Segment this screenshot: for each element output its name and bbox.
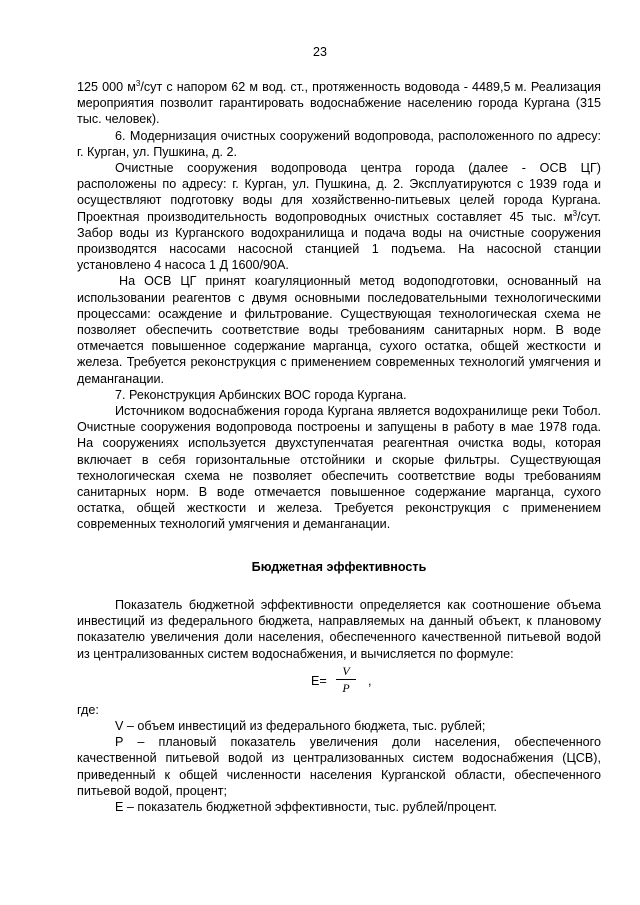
document-body <box>77 79 601 815</box>
capacity-text: 125 000 м <box>77 80 136 94</box>
formula-denominator: P <box>342 680 350 695</box>
paragraph-capacity <box>77 79 601 128</box>
osv-cg-text: Очистные сооружения водопровода центра города (далее - ОСВ ЦГ) расположены по адресу: г. Курган, ул. Пушкина, д. 2. Эксплуатируются с 1939 года и осуществляют подготовку воды для хозяйственно-питьевых целей города Кургана. Проектная производительность водопроводных очистных составляет 45 тыс. м <box>77 161 601 224</box>
section-heading: Бюджетная эффективность <box>251 559 427 574</box>
definition-v: V – объем инвестиций из федерального бюджета, тыс. рублей; <box>115 718 486 733</box>
paragraph-item-6: 6. Модернизация очистных сооружений водопровода, расположенного по адресу: г. Курган, ул. Пушкина, д. 2. <box>77 128 601 159</box>
paragraph-item-7: 7. Реконструкция Арбинских ВОС города Кургана. <box>115 387 407 402</box>
formula-comma: , <box>368 673 372 688</box>
paragraph-arbinsk: Источником водоснабжения города Кургана является водохранилище реки Тобол. Очистные сооружения водопровода построены и запущены в работу в мае 1978 года. На сооружениях используется двухступенчатая реагентная очистка воды, которая включает в себя горизонтальные отстойники и скорые фильтры. Существующая технологическая схема не позволяет обеспечить соответствие воды требованиям санитарных норм. В воде отмечается повышенное содержание марганца, сухого остатка, общей жесткости и железа. Требуется реконструкция с применением современных технологий умягчения и деманганации. <box>77 404 601 532</box>
formula-fraction <box>336 664 356 695</box>
superscript-3-b: 3 <box>572 208 578 218</box>
superscript-3: 3 <box>135 79 141 88</box>
osv-cg-text-cont: /сут. Забор воды из Курганского водохранилища и подача воды на очистные сооружения производятся насосами насосной станцией 1 подъема. На насосной станции установлено 4 насоса 1 Д 1600/90А. <box>77 209 601 273</box>
page-number: 23 <box>313 45 327 59</box>
where-label: где: <box>77 702 99 717</box>
formula <box>77 664 601 698</box>
paragraph-osv-cg <box>77 160 601 273</box>
paragraph-coagulation: На ОСВ ЦГ принят коагуляционный метод водоподготовки, основанный на использовании реагентов с двумя основными последовательными технологическими процессами: осаждение и фильтрование. Существующая технологическая схема не позволяет обеспечить соответствие воды требованиям санитарных норм. В воде отмечается повышенное содержание марганца, сухого остатка, общей жесткости и железа. Требуется реконструкция с применением современных технологий умягчения и деманганации. <box>77 274 601 386</box>
paragraph-efficiency: Показатель бюджетной эффективности определяется как соотношение объема инвестиций из федерального бюджета, направляемых на данный объект, к плановому показателю увеличения доли населения, обеспеченного качественной питьевой водой из централизованных систем водоснабжения, и вычисляется по формуле: <box>77 597 601 661</box>
fraction-bar <box>336 679 356 680</box>
formula-numerator: V <box>342 663 350 678</box>
definition-p: P – плановый показатель увеличения доли населения, обеспеченного качественной питьевой водой из централизованных систем водоснабжения (ЦСВ), приведенный к общей численности населения Курганской области, обеспеченного питьевой водой, процент; <box>77 735 601 798</box>
definition-e: E – показатель бюджетной эффективности, тыс. рублей/процент. <box>115 799 498 814</box>
capacity-text-cont: /сут с напором 62 м вод. ст., протяженность водовода - 4489,5 м. Реализация мероприятия позволит гарантировать водоснабжение населению города Кургана (315 тыс. человек). <box>77 80 601 127</box>
formula-lhs: E= <box>311 673 327 688</box>
